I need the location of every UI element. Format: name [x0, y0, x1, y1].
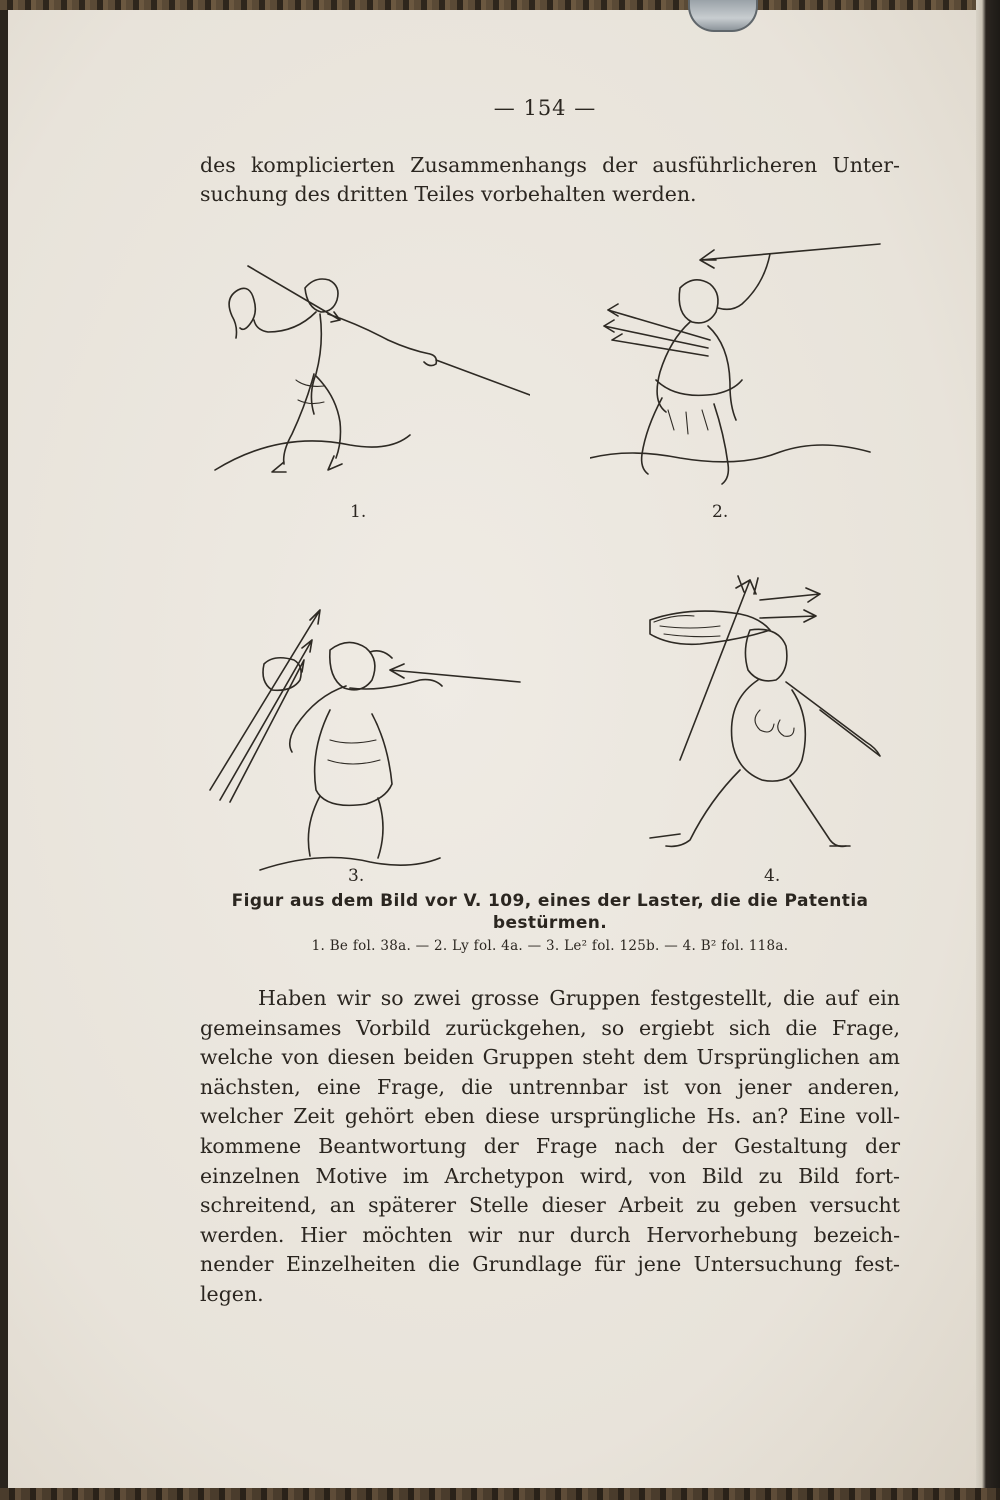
spear-thrower-figure-icon: [590, 230, 900, 500]
panel-label-1: 1.: [350, 502, 367, 522]
text-line: welcher Zeit gehört eben diese ursprüngliche Hs. an? Eine voll-: [200, 1104, 900, 1129]
page-number: — 154 —: [493, 96, 597, 120]
text-line: legen.: [200, 1281, 264, 1306]
caption-line: Figur aus dem Bild vor V. 109, eines der Laster, die die Patentia: [231, 891, 869, 911]
panel-label-4: 4.: [764, 866, 781, 886]
text-line: nender Einzelheiten die Grundlage für jene Untersuchung fest-: [200, 1252, 900, 1277]
text-line: einzelnen Motive im Archetypon wird, von Bild zu Bild fort-: [200, 1163, 900, 1188]
text-line: suchung des dritten Teiles vorbehalten werden.: [200, 182, 697, 206]
book-edge-bottom: [0, 1488, 1000, 1500]
archer-figure-icon: [200, 230, 530, 500]
panel-label-2: 2.: [712, 502, 729, 522]
book-edge-top: [0, 0, 1000, 10]
text-line: kommene Beantwortung der Frage nach der Gestaltung der: [200, 1133, 900, 1158]
text-line: welche von diesen beiden Gruppen steht dem Ursprünglichen am: [200, 1045, 900, 1070]
text-line: des komplicierten Zusammenhangs der ausführlicheren Unter-: [200, 153, 900, 177]
arrow-bearer-figure-icon: [200, 590, 530, 880]
text-line: nächsten, eine Frage, die untrennbar ist von jener anderen,: [200, 1074, 900, 1099]
text-line: schreitend, an späterer Stelle dieser Arbeit zu geben versucht: [200, 1193, 900, 1218]
text-line: werden. Hier möchten wir nur durch Hervorhebung bezeich-: [200, 1222, 900, 1247]
text-line: Haben wir so zwei grosse Gruppen festgestellt, die auf ein: [258, 986, 900, 1010]
body-paragraph: [200, 984, 900, 1310]
figure-illustrations: [200, 230, 920, 890]
caption-line: bestürmen.: [492, 913, 608, 933]
text-line: gemeinsames Vorbild zurückgehen, so ergiebt sich die Frage,: [200, 1015, 900, 1040]
panel-label-3: 3.: [348, 866, 365, 886]
trident-figure-icon: [590, 570, 900, 860]
figure-caption: [200, 890, 900, 934]
figure-sources: 1. Be fol. 38a. — 2. Ly fol. 4a. — 3. Le² fol. 125b. — 4. B² fol. 118a.: [311, 938, 789, 954]
intro-paragraph: [200, 151, 900, 209]
book-spine-edge: [976, 0, 1000, 1500]
